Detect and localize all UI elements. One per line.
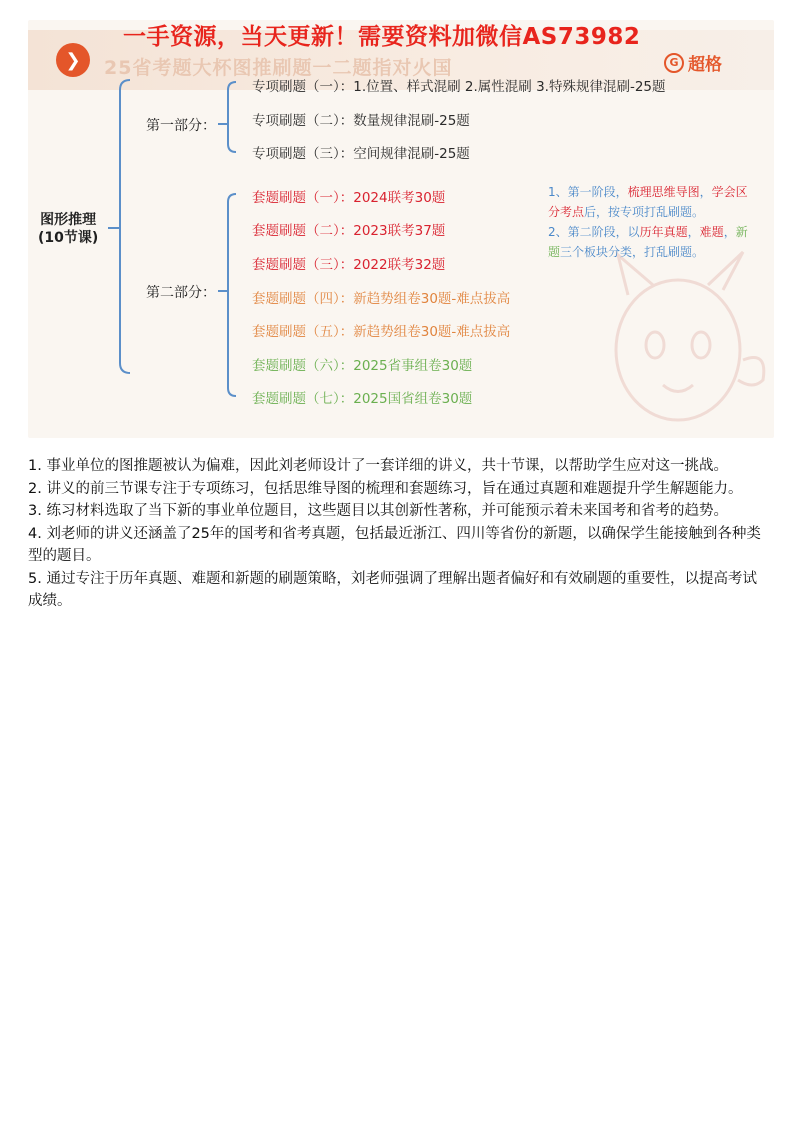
summary-item-5: 5. 通过专注于历年真题、难题和新题的刷题策略，刘老师强调了理解出题者偏好和有效刷题的重要性，以提高考试成绩。 [28,570,757,609]
study-stage-note [548,182,763,262]
chevron-right-icon: ❯ [56,43,90,77]
main-topic-title: 图形推理 [40,212,97,228]
note-highlight: 梳理思维导图 [627,185,700,199]
note-highlight: 难题 [699,225,724,239]
summary-item-2: 2. 讲义的前三节课专注于专项练习，包括思维导图的梳理和套题练习，旨在通过真题和难题提升学生解题能力。 [28,480,743,497]
note-line-3 [548,222,763,242]
brand-name: 超格 [688,55,722,75]
part1-label: 第一部分： [146,118,216,134]
note-text: ， [699,185,712,199]
part2-item-7: 套题刷题（七）：2025国省组卷30题 [252,391,473,407]
faint-slide-title: 25省考题大杯图推刷题一二题指对火国 [104,57,453,79]
note-text: 后，按专项打乱刷题。 [584,205,705,219]
part1-item-2: 专项刷题（二）：数量规律混刷-25题 [252,113,470,129]
mind-map-slide [28,20,774,438]
summary-item-1: 1. 事业单位的图推题被认为偏难，因此刘老师设计了一套详细的讲义，共十节课，以帮助学生应对这一挑战。 [28,458,728,474]
note-text: ， [687,225,700,239]
note-highlight: 题 [548,245,561,259]
main-topic-lessons: (10节课) [38,230,99,246]
part2-item-5: 套题刷题（五）：新趋势组卷30题-难点拔高 [252,324,511,340]
note-highlight: 分考点 [548,205,585,219]
note-highlight: 学会区 [711,185,748,199]
part2-item-4: 套题刷题（四）：新趋势组卷30题-难点拔高 [252,291,511,307]
note-highlight: 新 [735,225,748,239]
note-line-2 [548,202,763,222]
note-text: 2、第二阶段，以 [548,225,640,239]
note-highlight: 历年真题 [639,225,688,239]
brand-logo-icon: G [664,53,684,73]
note-line-4 [548,242,763,262]
note-text: 1、第一阶段， [548,185,628,199]
part1-item-3: 专项刷题（三）：空间规律混刷-25题 [252,146,470,162]
main-topic [38,211,98,247]
summary-item-4: 4. 刘老师的讲义还涵盖了25年的国考和省考真题，包括最近浙江、四川等省份的新题，以确保学生能接触到各种类型的题目。 [28,525,761,564]
note-text: ， [723,225,736,239]
note-text: 三个板块分类，打乱刷题。 [560,245,705,259]
part2-item-3: 套题刷题（三）：2022联考32题 [252,257,446,273]
note-line-1 [548,182,763,202]
part2-label: 第二部分： [146,285,216,301]
part2-item-1: 套题刷题（一）：2024联考30题 [252,190,446,206]
watermark-banner: 一手资源，当天更新！需要资料加微信AS73982 [123,24,641,50]
summary-item-3: 3. 练习材料选取了当下新的事业单位题目，这些题目以其创新性著称，并可能预示着未来国考和省考的趋势。 [28,503,728,519]
part1-item-1: 专项刷题（一）：1.位置、样式混刷 2.属性混刷 3.特殊规律混刷-25题 [252,79,666,95]
summary-list [28,455,766,613]
part2-item-2: 套题刷题（二）：2023联考37题 [252,223,446,239]
part2-item-6: 套题刷题（六）：2025省事组卷30题 [252,358,473,374]
